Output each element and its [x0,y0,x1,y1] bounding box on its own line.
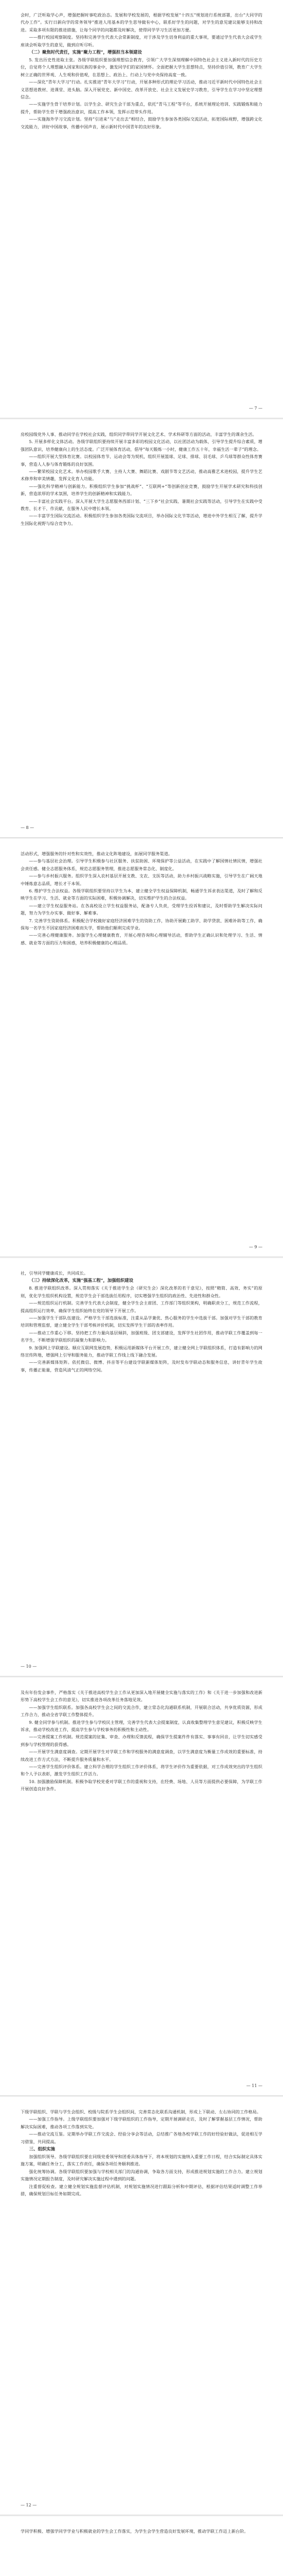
section-heading: （二）聚焦时代责任，实施“聚力工程”，增强担当本领建设 [29,49,142,55]
body-paragraph: 及有年份发会事件，严格落实《关于推进高校学生会工作从更加深入地开展健全实施与落实的工作》和《关于进一步加强和改进新形势下高校学生会工作的意见》，切实推进各项改革任务落地见效。 [21,1690,262,1703]
body-paragraph: 强化统筹协调。各级学联组织要加强与学校相关部门的沟通协调，争取各方面支持，形成推进规划实施的工作合力。建立规划实施情况定期报告制度，及时研究解决实施过程中遇到的问题。 [21,2168,262,2182]
page-number: — 11 — [246,2083,262,2088]
body-paragraph: 下级学联组织、学联与学生会组织、校级与院系学生会组织间，完善常态化联系沟通机制，形成上下联动、左右协同的工作格局。 [21,2109,261,2114]
body-paragraph: ——实施学生骨干培养计划。以学生会、研究生会干部为重点，依托“青马工程”等平台，系统开展理论培训、实践锻炼和能力提升，帮助学生骨干增强政治意识，提高工作本领，发挥示范带头作用。 [21,101,262,114]
body-paragraph: 会时，广泛听取学心声，增强把握时事吃政治态。发展和学校发展的，根据学校发展“十四五”规划进行系统部署，出台“大同学的代办工作”。实行日新向学的常务领导”推进人用基本的学生思导做有中心，联系好学生的问题，对学生的意见建议能够支持和改进。采取多项有限的推进措施，让每个同学的问题都及时解决，使得同学学习生活更加方便。 [21,12,262,32]
body-paragraph: ——建立学生权益服务站。在各高校设立学生权益服务站，配备专人负责，受理学生投诉和建议，及时帮助学生解决实际问题，努力为学生办实事、做好事、解难事。 [21,903,262,916]
body-paragraph: ——实施海外学习交流计划。坚持“引进来”与“走出去”相结合，鼓励学生参加各类国际交流活动，拓宽国际视野，增强跨文化交流能力，讲好中国故事，传播中国声音，展示新时代中国青年的良好形象。 [21,116,262,129]
page-number: — 8 — [21,825,34,830]
body-paragraph: ——丰富学生国际交流活动。积极组织学生参加各类国际交流项目，举办国际文化节等活动，增进中外学生相互了解，提升学生国际化视野与综合竞争力。 [21,513,262,526]
body-paragraph: ——组织开展大型体育比赛。以校园体育节、运动会等为契机，组织开展篮球、足球、排球、羽毛球、乒乓球等群众性体育赛事，营造人人参与体育锻炼的良好氛围。 [21,454,262,467]
page-number: — 12 — [21,2503,37,2507]
body-paragraph: ——加强学生干部队伍建设。严格学生干部选拔标准，注重从品学兼优、热心服务的学生中选拔干部。加强对学生干部的教育培训和管理监督，建立健全学生干部考核评价机制，切实发挥学生干部的表率作用。 [21,1315,262,1328]
body-paragraph: 房校园级党外人事、推动同学在学校社会实践，组织同学带同学开展文化艺术、学术科研等方面的活动，丰富学生的课余生活。 [21,432,257,437]
body-paragraph: 学同学积极、增强学同学学业与积极就业的学生会工作落实，为学生会学生营造良好发展环境，推动学联工作迈上新台阶。 [21,2529,249,2534]
body-paragraph: 社，引导同学健康成长，共同成长。 [21,1270,89,1276]
body-paragraph: ——加强工作指导。上级学联组织要加强对下级学联组织的工作指导，定期开展调研走访，及时了解掌握基层工作情况，帮助解决实际困难，推动各项工作落到实处。 [21,2116,262,2129]
body-paragraph: ——推动交流互鉴。定期举办学联工作交流会、经验分享会等活动，总结推广各地各校学联工作的好经验好做法，促进相互学习借鉴，共同提高。 [21,2131,262,2144]
body-paragraph: ——参与乡村振兴服务。组织学生深入农村基层开展支教、支农、支医等活动，助力乡村振兴战略实施，引导学生在广阔天地中锤炼意志品质，增长才干本领。 [21,873,262,886]
document-page [0,839,283,1257]
body-paragraph: 9. 健全同学参与机制。推进学生参与学校民主管理，完善学生代表大会提案制度，认真收集整理学生意见建议，积极反映学生诉求，推动学校改进工作，提高学生参与学校事务的积极性和主动性。 [21,1719,262,1733]
body-paragraph: ——推行校园观察制度。坚持和完善学生代表大会常新制度，对于涉及学生切身利益的重大事项，要通过学生代表大会或学生座谈会听取学生的意见，做到应听尽听。 [21,35,262,47]
body-paragraph: 10. 加强激励保障机制。积极争取学校党委对学联工作的重视和支持，在经费、场地、人员等方面提供必要保障，为学联工作开展创造良好条件。 [21,1778,262,1792]
document-page [0,1258,283,1676]
body-paragraph: ——丰富社会实践平台。深入开展大学生志愿服务西部计划、“三下乡”社会实践、暑期社会实践等活动，引导学生在实践中受教育、长才干、作贡献，在服务人民中增长本领。 [21,498,262,512]
section-heading: 三、组织实施 [29,2146,56,2152]
body-paragraph: ——强化科学精神与创新能力。积极组织学生参加“挑战杯”、“互联网+”等创新创业竞赛，鼓励学生开展学术研究和科技创新，营造浓厚的学术氛围，培养学生的创新精神和实践能力。 [21,483,262,497]
body-paragraph: ——深化“青年大学习”行动。扎实推进“青年大学习”行动，开展多种形式的理论学习活动，推动习近平新时代中国特色社会主义思想进教材、进课堂、进头脑。深入开展党史、新中国史、改革开放史、社会主义发展史学习教育，引导学生在学习中坚定理想信念。 [21,79,262,100]
body-paragraph: 活动形式，增强服务的针对性和实效性，推动文化阵地建设，拓展同学服务渠道。 [21,851,172,856]
body-paragraph: ——完善心理健康服务。加强学生心理健康教育，开展心理咨询和心理辅导活动，帮助学生正确认识和处理学习、生活、情感、就业等方面的压力和困惑，培养积极健康的心理品质。 [21,933,262,945]
body-paragraph: ——完善提案工作机制。规范提案的征集、审查、办理和反馈流程，确保学生提案件件有落实、事事有回音，让学生切实感受到参与学校管理的获得感。 [21,1734,262,1747]
body-paragraph: ——加强学生组织联系。加强各高校学生会之间的交流合作，建立常态化沟通联系机制，开展联合活动，共享优质资源，形成工作合力，推动全省学联工作整体提升。 [21,1704,262,1718]
body-paragraph: 加强组织领导。各级学联组织要在同级党委领导和团委具体指导下，将本规划的实施纳入重要工作日程，结合实际制定具体实施方案，明确任务分工，落实工作责任，确保各项任务顺利推进。 [21,2154,262,2167]
document-page [0,419,283,838]
body-paragraph: ——参与基层社会治理。引导学生积极参与社区服务、扶贫助困、环境保护等公益活动，在实践中了解国情社情民情，增强社会责任感。健全志愿服务体系，规范志愿服务管理，推进志愿服务常态化、制度化。 [21,858,262,871]
document-page [0,1677,283,2096]
page-number: — 9 — [249,1245,262,1249]
section-heading: （三）持续深化改革，实施“强基工程”，加强组织建设 [29,1278,134,1283]
document-page [0,0,283,418]
body-paragraph: 8. 推进学联组织改革。深入贯彻落实《关于推进学生会（研究生会）深化改革的若干意见》，按照“精简、高效、务实”的原则，优化学生组织机构设置，规范学生会干部选拔任用程序，切实增强学生组织的政治性、先进性和群众性。 [21,1285,262,1298]
document-page [0,2097,283,2515]
page-number: — 10 — [21,1664,37,1669]
body-paragraph: ——繁荣校园文化艺术。举办校园歌手大赛、主持人大赛、舞蹈比赛、戏剧节等文艺活动，推动高雅艺术进校园，提升学生艺术修养和审美情趣，发挥文化育人功能。 [21,469,262,482]
body-paragraph: 7. 完善学生资助体系。积极配合学校做好家庭经济困难学生的资助工作，协助开展勤工助学、助学贷款、困难补助等工作，确保每一名学生不因家庭经济困难而失学，帮助他们顺利完成学业。 [21,918,262,931]
body-paragraph: ——开展学生满意度调查。定期开展学生对学联工作和学校服务的满意度调查，以学生满意度为衡量工作成效的重要标准，持续改进工作方式方法，不断提升服务质量和水平。 [21,1749,262,1762]
body-paragraph: 6. 维护学生合法权益。各级学联组织要坚持以学生为本，建立健全学生权益保障机制，畅通学生诉求表达渠道，及时了解和反映学生在学习、生活、就业等方面的实际困难，积极协调解决，切实维护学生的合法权益。 [21,888,262,901]
body-paragraph: 9. 加强网上学联建设。顺应互联网发展趋势，积极运用新媒体平台开展工作，建立健全网上学联组织体系，打造有影响力的网络宣传阵地，增强网上引导和服务能力，推动学联工作线上线下融合发展。 [21,1345,262,1358]
body-paragraph: ——推动工作重心下移。坚持把工作力量向基层倾斜，加强班级、团支部建设，发挥学生社团作用，推动学联工作覆盖到每一名学生，不断增强学联组织的凝聚力和影响力。 [21,1330,262,1343]
body-paragraph: 5. 开展多样化文体活动。各级学联组织要持续开展丰富多彩的校园文化活动，以社团活动为载体，引导学生提升综合素质，增强团队意识，培养健康向上的生活态度。广泛开展体育活动，倡导“每天锻炼一小时，健康工作五十年，幸福生活一辈子”的理念。 [21,439,262,452]
body-paragraph: 注重督促检查。建立健全规划实施监督评估机制，对规划实施情况进行跟踪分析和中期评估，根据评估结果适时调整工作举措，确保规划目标任务如期完成。 [21,2183,262,2197]
body-paragraph: 5. 发出历史性进取主张。各级学联组织要加强理想信念教育，引领广大学生深刻理解中国特色社会主义进入新时代的历史方位，自觉将个人理想融入国家和民族的事业中，激发同学们的家国情怀。全面把握大学生思想特点，坚持价值引领，教育广大学生树立正确的世界观、人生观和价值观，在思想上、政治上、行动上与党中央保持高度一致。 [21,57,262,77]
body-paragraph: ——完善新媒体矩阵。依托微信、微博、抖音等平台建设学联新媒体矩阵，及时发布学联动态和服务信息，讲好青年学生故事，传播正能量，营造风清气正的网络空间。 [21,1360,262,1372]
body-paragraph: ——规范组织运行机制。完善学生代表大会制度，健全学生会主席团、工作部门等组织架构，明确职责分工，规范工作流程，提高组织运行效率，确保学生组织始终在党的领导下开展工作。 [21,1300,262,1313]
page-number: — 7 — [249,406,262,411]
body-paragraph: ——完善学生组织评价体系。建立科学合理的学生组织工作评价体系，将学生评价作为重要依据，对工作成效突出的学生组织和个人予以表彰，激发学生组织工作活力。 [21,1764,262,1777]
document-page [0,2516,283,2576]
